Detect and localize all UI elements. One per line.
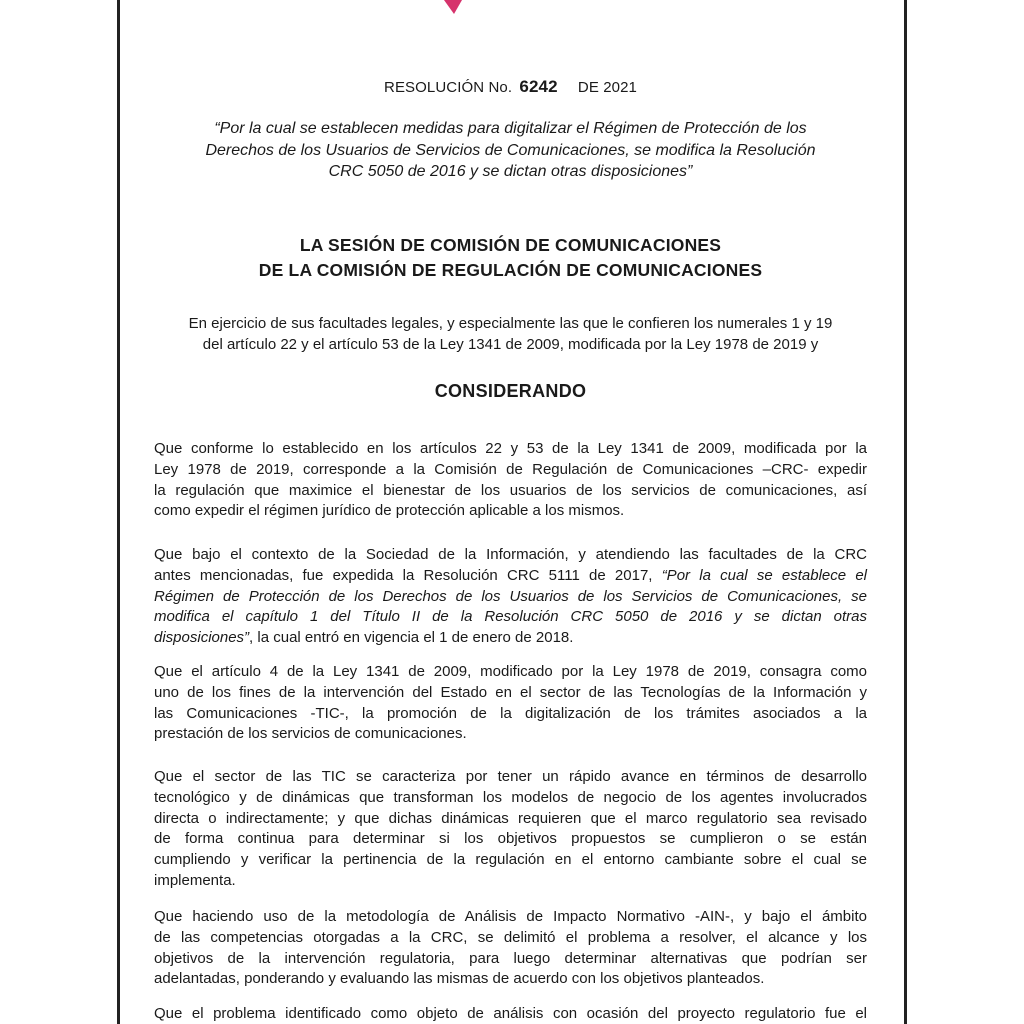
intro-line: del artículo 22 y el artículo 53 de la Ley 1341 de 2009, modificada por la Ley 1978 de 2019 y (202, 335, 819, 353)
page-border-right (904, 0, 907, 1024)
paragraph-line (154, 587, 867, 608)
heading-line: DE LA COMISIÓN DE REGULACIÓN DE COMUNICACIONES (258, 260, 763, 280)
paragraph-line: implementa. (154, 871, 236, 889)
resolution-prefix: RESOLUCIÓN No. (384, 79, 513, 96)
paragraph-line: Que el artículo 4 de la Ley 1341 de 2009, modificado por la Ley 1978 de 2019, consagra como (154, 663, 867, 680)
paragraph-line: Ley 1978 de 2019, corresponde a la Comisión de Regulación de Comunicaciones –CRC- expedir (154, 460, 867, 478)
paragraph-line: uno de los fines de la intervención del Estado en el sector de las Tecnologías de la Información y (154, 683, 867, 701)
quoted-title: modifica el capítulo 1 del Título II de la Resolución CRC 5050 de 2016 y se dictan otras (154, 608, 867, 626)
logo-mark-icon (440, 0, 466, 14)
subtitle-line: Derechos de los Usuarios de Servicios de Comunicaciones, se modifica la Resolución (205, 141, 816, 159)
paragraph-2 (154, 545, 867, 649)
paragraph-5 (154, 907, 867, 990)
paragraph-text: antes mencionadas, fue expedida la Resolución CRC 5111 de 2017, (154, 566, 653, 584)
paragraph-line: Que bajo el contexto de la Sociedad de la Información, y atendiendo las facultades de la CRC (154, 546, 867, 563)
considerando-heading: CONSIDERANDO (434, 381, 587, 401)
paragraph-3 (154, 662, 867, 745)
paragraph-line: adelantadas, ponderando y evaluando las mismas de acuerdo con los objetivos planteados. (154, 970, 765, 988)
paragraph-line (154, 566, 867, 587)
intro-line: En ejercicio de sus facultades legales, y especialmente las que le confieren los numerales 1 y 19 (188, 315, 833, 332)
paragraph-line: directa o indirectamente; y que dichas dinámicas requieren que el marco regulatorio sea revisado (154, 809, 867, 827)
paragraph-line: de las competencias otorgadas a la CRC, se delimitó el problema a resolver, el alcance y los (154, 928, 867, 946)
paragraph-line: las Comunicaciones -TIC-, la promoción de la digitalización de los trámites asociados a la (154, 704, 867, 722)
paragraph-line: la regulación que maximice el bienestar de los usuarios de los servicios de comunicaciones, así (154, 481, 867, 499)
paragraph-6 (154, 1004, 867, 1024)
quoted-title: Régimen de Protección de los Derechos de los Usuarios de los Servicios de Comunicaciones, se (154, 587, 867, 605)
resolution-line (154, 77, 867, 97)
page-border-left (117, 0, 120, 1024)
resolution-year: DE 2021 (577, 79, 637, 96)
paragraph-line: cumpliendo y verificar la pertinencia de la regulación en el entorno cambiante sobre el cual se (154, 851, 867, 869)
quoted-title: “Por la cual se establece el (661, 566, 867, 584)
paragraph-line: de forma continua para determinar si los objetivos propuestos se cumplieron o se están (154, 830, 867, 848)
paragraph-line: Que haciendo uso de la metodología de Análisis de Impacto Normativo -AIN-, y bajo el ámbito (154, 908, 867, 925)
paragraph-4 (154, 767, 867, 892)
paragraph-line (154, 607, 867, 628)
resolution-number: 6242 (519, 77, 558, 96)
subtitle-line: CRC 5050 de 2016 y se dictan otras disposiciones” (328, 163, 693, 180)
paragraph-line: objetivos de la intervención regulatoria, para luego determinar alternativas que podrían ser (154, 949, 867, 967)
issuing-body-heading (154, 233, 867, 283)
paragraph-line: Que el sector de las TIC se caracteriza por tener un rápido avance en términos de desarrollo (154, 768, 867, 785)
paragraph-1 (154, 439, 867, 522)
paragraph-text: , la cual entró en vigencia el 1 de enero de 2018. (249, 629, 574, 647)
paragraph-line: tecnológico y de dinámicas que transforman los modelos de negocio de los agentes involucrados (154, 788, 867, 806)
paragraph-line (154, 628, 867, 649)
quoted-title: disposiciones” (154, 629, 250, 647)
intro-paragraph (154, 314, 867, 355)
paragraph-line: prestación de los servicios de comunicaciones. (154, 725, 467, 743)
subtitle-line: “Por la cual se establecen medidas para digitalizar el Régimen de Protección de los (214, 120, 807, 137)
resolution-subtitle (154, 118, 867, 183)
paragraph-line: Que el problema identificado como objeto de análisis con ocasión del proyecto regulatorio fue el (154, 1005, 867, 1022)
heading-line: LA SESIÓN DE COMISIÓN DE COMUNICACIONES (299, 235, 722, 255)
paragraph-line: como expedir el régimen jurídico de protección aplicable a los mismos. (154, 502, 625, 520)
paragraph-line: Que conforme lo establecido en los artículos 22 y 53 de la Ley 1341 de 2009, modificada por la (154, 440, 867, 457)
